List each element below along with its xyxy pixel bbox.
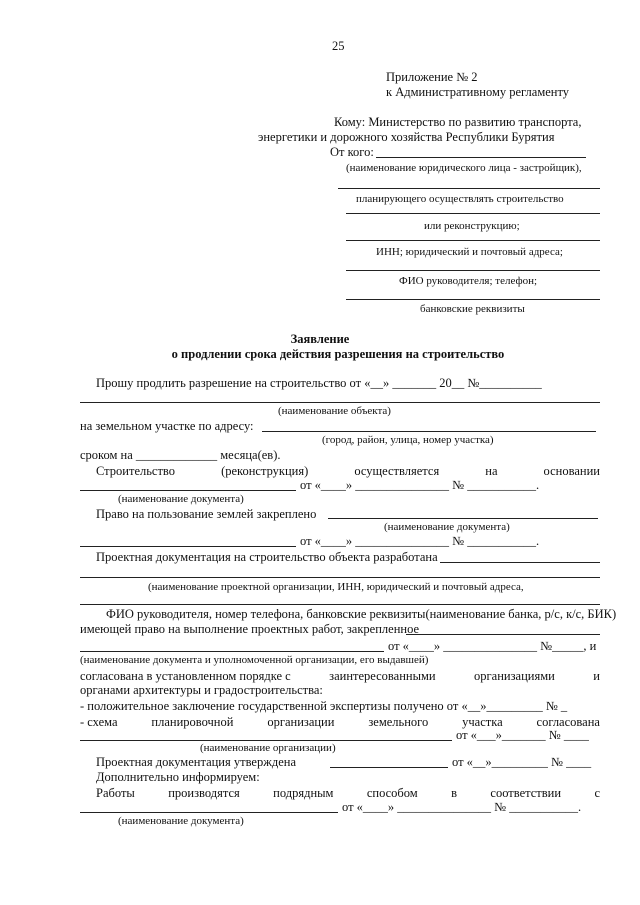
field-line-planning[interactable]	[338, 188, 600, 189]
word: на	[485, 464, 498, 478]
page-number: 25	[332, 39, 345, 53]
field-line-bank[interactable]	[346, 299, 600, 300]
hint-fio: ФИО руководителя; телефон;	[399, 275, 538, 287]
field-line-fio[interactable]	[346, 270, 600, 271]
hint-bank: банковские реквизиты	[420, 303, 525, 315]
field-line-doc1[interactable]	[80, 490, 296, 491]
land-label: на земельном участке по адресу:	[80, 419, 254, 433]
construction-line	[96, 464, 600, 479]
term-text: сроком на _____________ месяца(ев).	[80, 448, 281, 462]
doc5-date-number: от «____» _______________ № ___________.	[342, 800, 582, 814]
word: в	[451, 786, 458, 800]
request-line: Прошу продлить разрешение на строительство от «__» _______ 20__ №__________	[96, 376, 542, 390]
hint-doc3: (наименование документа)	[118, 815, 244, 827]
fio-bank-line: ФИО руководителя, номер телефона, банковские реквизиты(наименование банка, р/с, к/с, БИК)	[106, 607, 617, 621]
from-field-line[interactable]	[376, 157, 586, 158]
appendix-subtitle: к Административному регламенту	[386, 85, 570, 99]
word: согласована в установленном порядке с	[80, 669, 291, 683]
works-line	[96, 786, 600, 801]
addressee-line2: энергетики и дорожного хозяйства Республики Бурятия	[258, 130, 555, 144]
field-line-doc2[interactable]	[80, 546, 296, 547]
doc2-date-number: от «____» _______________ № ___________.	[300, 534, 540, 548]
field-line-project-org-a[interactable]	[440, 562, 600, 563]
project-doc-label: Проектная документация на строительство объекта разработана	[96, 550, 438, 564]
document-subtitle: о продлении срока действия разрешения на строительство	[171, 347, 505, 361]
word: осуществляется	[354, 464, 440, 478]
word: участка	[462, 715, 503, 729]
doc1-date-number: от «____» _______________ № ___________.	[300, 478, 540, 492]
field-line-org[interactable]	[80, 740, 452, 741]
hint-object: (наименование объекта)	[278, 405, 391, 417]
word: - схема	[80, 715, 118, 729]
field-line-reconstruction[interactable]	[346, 213, 600, 214]
right-label: имеющей право на выполнение проектных работ, закрепленное	[80, 622, 420, 636]
addressee-line1: Кому: Министерство по развитию транспорта,	[334, 115, 582, 129]
field-line-address[interactable]	[262, 431, 596, 432]
land-right-label: Право на пользование землей закреплено	[96, 507, 317, 521]
hint-doc2: (наименование документа)	[384, 521, 510, 533]
hint-doc1: (наименование документа)	[118, 493, 244, 505]
doc3-date-number: от «____» _______________ №_____, и	[388, 639, 597, 653]
word: производятся	[168, 786, 240, 800]
word: согласована	[536, 715, 600, 729]
agreed-line	[80, 669, 600, 684]
document-title: Заявление	[290, 332, 350, 346]
hint-org: (наименование организации)	[200, 742, 336, 754]
word: с	[594, 786, 600, 800]
word: Строительство	[96, 464, 176, 478]
approved-label: Проектная документация утверждена	[96, 755, 296, 769]
field-line-inn[interactable]	[346, 240, 600, 241]
from-label: От кого:	[330, 145, 374, 159]
org-date-number: от «___»_______ № ____	[456, 728, 589, 742]
word: организациями	[474, 669, 555, 683]
bullet-expertise: - положительное заключение государственной экспертизы получено от «__»_________ № _	[80, 699, 568, 713]
field-line-land-right[interactable]	[328, 518, 598, 519]
field-line-project-org-c[interactable]	[80, 604, 600, 605]
word: (реконструкция)	[221, 464, 309, 478]
hint-legal-entity: (наименование юридического лица - застройщик),	[346, 162, 582, 174]
word: и	[593, 669, 600, 683]
hint-project-org: (наименование проектной организации, ИНН, юридический и почтовый адреса,	[148, 581, 524, 593]
appendix-title: Приложение № 2	[386, 70, 478, 84]
hint-reconstruction: или реконструкцию;	[424, 220, 520, 232]
field-line-doc5[interactable]	[80, 812, 338, 813]
field-line-project-org-b[interactable]	[80, 577, 600, 578]
field-line-right[interactable]	[406, 634, 600, 635]
field-line-approved[interactable]	[330, 767, 448, 768]
approved-date-number: от «__»_________ № ____	[452, 755, 592, 769]
word: основании	[543, 464, 600, 478]
additional-info: Дополнительно информируем:	[96, 770, 260, 784]
word: организации	[267, 715, 335, 729]
hint-address: (город, район, улица, номер участка)	[322, 434, 494, 446]
word: способом	[366, 786, 418, 800]
organs-line: органами архитектуры и градостроительства:	[80, 683, 323, 697]
hint-planning: планирующего осуществлять строительство	[356, 193, 564, 205]
field-line-doc3[interactable]	[80, 651, 384, 652]
word: земельного	[368, 715, 429, 729]
word: планировочной	[151, 715, 234, 729]
hint-inn: ИНН; юридический и почтовый адреса;	[376, 246, 563, 258]
hint-doc-org: (наименование документа и уполномоченной организации, его выдавшей)	[80, 654, 429, 666]
word: подрядным	[273, 786, 334, 800]
word: Работы	[96, 786, 135, 800]
word: соответствии	[490, 786, 562, 800]
word: заинтересованными	[329, 669, 436, 683]
field-line-object[interactable]	[80, 402, 600, 403]
